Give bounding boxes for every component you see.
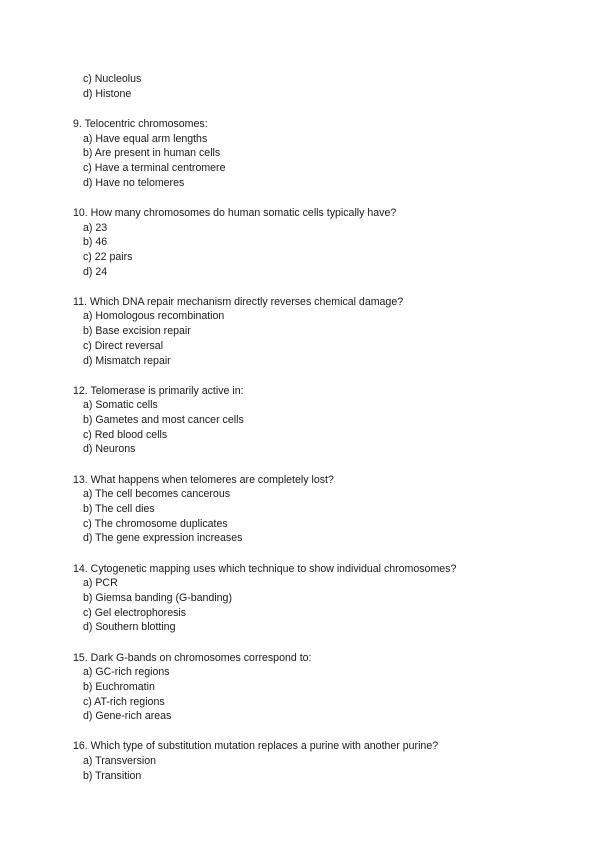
option: a) The cell becomes cancerous xyxy=(83,488,231,501)
option: c) AT-rich regions xyxy=(83,695,165,708)
option: a) Homologous recombination xyxy=(83,310,225,323)
option: a) Transversion xyxy=(83,755,157,768)
option: a) GC-rich regions xyxy=(83,666,170,679)
option: d) Histone xyxy=(83,87,132,100)
option: b) Are present in human cells xyxy=(83,147,221,160)
option: c) Nucleolus xyxy=(83,73,142,85)
question-text: 14. Cytogenetic mapping uses which technique to show individual chromosomes? xyxy=(73,562,457,575)
question-9 xyxy=(73,117,573,190)
option: a) 23 xyxy=(83,221,108,234)
question-15 xyxy=(73,651,573,724)
question-14 xyxy=(73,562,573,635)
question-text: 9. Telocentric chromosomes: xyxy=(73,117,208,130)
option: b) Euchromatin xyxy=(83,680,155,693)
option: c) Gel electrophoresis xyxy=(83,606,187,619)
option: b) Gametes and most cancer cells xyxy=(83,414,244,427)
option: d) 24 xyxy=(83,265,108,278)
question-text: 12. Telomerase is primarily active in: xyxy=(73,384,244,397)
option: b) Base excision repair xyxy=(83,325,191,338)
option: c) Red blood cells xyxy=(83,428,168,441)
option: b) Giemsa banding (G-banding) xyxy=(83,591,232,604)
question-16 xyxy=(73,739,573,783)
option: d) Mismatch repair xyxy=(83,354,171,367)
option: c) Direct reversal xyxy=(83,339,164,352)
option: a) PCR xyxy=(83,577,118,590)
question-10 xyxy=(73,206,573,279)
question-11 xyxy=(73,295,573,368)
option: a) Somatic cells xyxy=(83,399,158,412)
question-8-continued xyxy=(73,72,573,101)
question-12 xyxy=(73,384,573,457)
option: a) Have equal arm lengths xyxy=(83,132,208,145)
question-text: 13. What happens when telomeres are completely lost? xyxy=(73,473,334,486)
question-text: 16. Which type of substitution mutation replaces a purine with another purine? xyxy=(73,740,439,753)
option: d) Southern blotting xyxy=(83,621,176,634)
option: d) Have no telomeres xyxy=(83,176,185,189)
option: d) Gene-rich areas xyxy=(83,710,172,723)
option: c) 22 pairs xyxy=(83,250,133,263)
option: b) 46 xyxy=(83,236,108,249)
option: d) The gene expression increases xyxy=(83,532,243,545)
option: c) The chromosome duplicates xyxy=(83,517,228,530)
question-list xyxy=(73,72,573,799)
question-text: 11. Which DNA repair mechanism directly reverses chemical damage? xyxy=(73,295,404,308)
question-text: 15. Dark G-bands on chromosomes correspond to: xyxy=(73,651,312,664)
question-13 xyxy=(73,473,573,546)
option: b) Transition xyxy=(83,769,142,782)
option: c) Have a terminal centromere xyxy=(83,161,226,174)
option: b) The cell dies xyxy=(83,503,155,515)
question-text: 10. How many chromosomes do human somatic cells typically have? xyxy=(73,206,397,219)
option: d) Neurons xyxy=(83,443,136,456)
